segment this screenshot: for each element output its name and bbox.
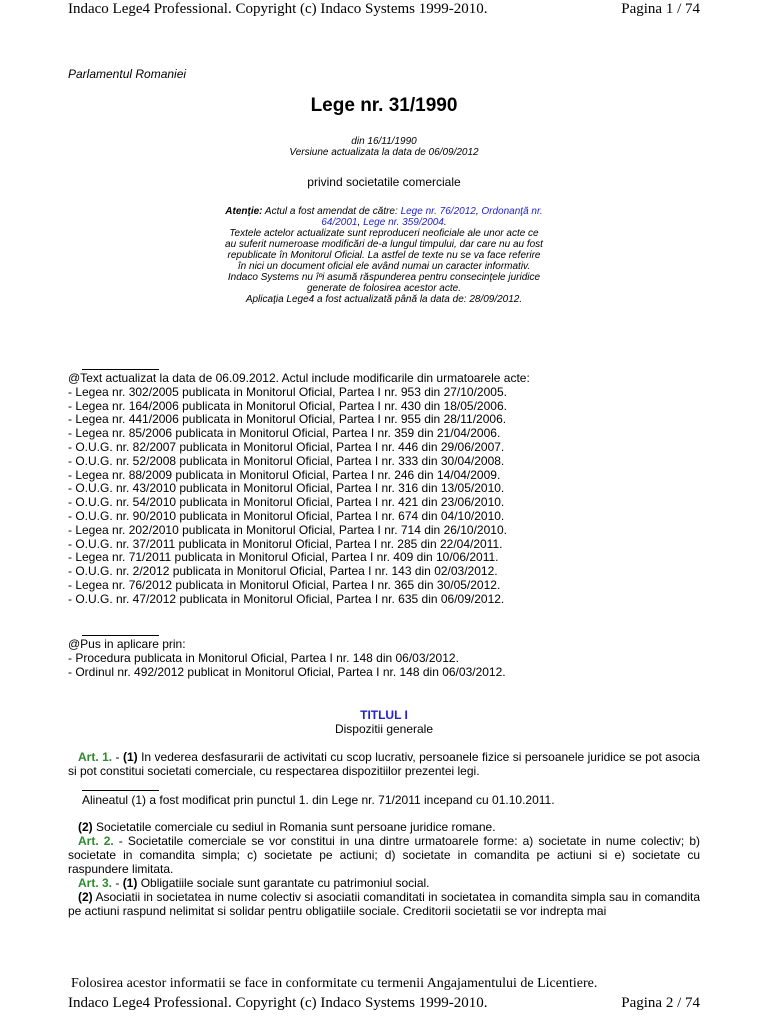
applied-item: - Procedura publicata in Monitorul Oficial, Partea I nr. 148 din 06/03/2012. <box>68 650 459 665</box>
amendment-item: - Legea nr. 85/2006 publicata in Monitorul Oficial, Partea I nr. 359 din 21/04/2006. <box>68 426 501 441</box>
section-title: TITLUL I <box>360 708 408 722</box>
link-ordonanta-64-2001[interactable]: Ordonanţă nr. 64/2001 <box>321 206 543 228</box>
paragraph-number: (2) <box>78 890 93 904</box>
amendment-item: - O.U.G. nr. 90/2010 publicata in Monitorul Oficial, Partea I nr. 674 din 04/10/2010. <box>68 508 505 523</box>
notice-intro: Actul a fost amendat de către: <box>262 206 401 217</box>
article-1-amendment-note: Alineatul (1) a fost modificat prin punctul 1. din Lege nr. 71/2011 incepand cu 01.10.2011. <box>82 793 555 807</box>
document-title: Lege nr. 31/1990 <box>310 95 458 116</box>
notice-label: Atenţie: <box>225 206 263 217</box>
applied-item: - Ordinul nr. 492/2012 publicat in Monitorul Oficial, Partea I nr. 148 din 06/03/2012. <box>68 664 506 679</box>
paragraph-text: In vederea desfasurarii de activitati cu scop lucrativ, persoanele fizice si persoanele juridice se pot asocia si pot constitui societati comerciale, cu respectarea dispozitiilor prezentei legi. <box>68 750 700 778</box>
license-footer: Folosirea acestor informatii se face in conformitate cu termenii Angajamentului de Licentiere. <box>71 976 598 991</box>
article-1-paragraph-1 <box>68 750 700 778</box>
page-footer-page-number: Pagina 2 / 74 <box>621 995 700 1011</box>
amendment-item: - O.U.G. nr. 47/2012 publicata in Monitorul Oficial, Partea I nr. 635 din 06/09/2012. <box>68 591 505 606</box>
paragraph-text: - Societatile comerciale se vor constitui in una dintre urmatoarele forme: a) societate in nume colectiv; b) societate in comandita simpla; c) societate pe actiuni; d) societate in comandita pe actiuni si e) societate cu raspundere limitata. <box>68 834 700 876</box>
article-1-paragraph-2 <box>68 820 700 834</box>
article-2 <box>68 834 700 876</box>
amendment-item: - O.U.G. nr. 82/2007 publicata in Monitorul Oficial, Partea I nr. 446 din 29/06/2007. <box>68 439 505 454</box>
article-dash: - <box>112 876 123 890</box>
document-subject: privind societatile comerciale <box>307 175 461 189</box>
paragraph-text: Asociatii in societatea in nume colectiv si asociatii comanditati in societatea in comandita simpla sau in comandita pe actiuni raspund nelimitat si solidar pentru obligatiile sociale. Creditorii societatii se vor indrepta mai <box>68 890 700 918</box>
section-subtitle: Dispozitii generale <box>334 722 434 736</box>
article-dash: - <box>112 750 123 764</box>
notice-amendments <box>224 206 544 228</box>
document-version: Versiune actualizata la data de 06/09/2012 <box>289 147 479 158</box>
article-label: Art. 2. <box>78 834 114 848</box>
page-header-page-number: Pagina 1 / 74 <box>621 1 700 17</box>
notice-end: . <box>443 217 447 228</box>
article-3-paragraph-2 <box>68 890 700 918</box>
amendments-block <box>68 372 530 607</box>
link-lege-76-2012[interactable]: Lege nr. 76/2012 <box>400 206 476 217</box>
applied-block <box>68 638 506 679</box>
amendment-item: - Legea nr. 202/2010 publicata in Monitorul Oficial, Partea I nr. 714 din 26/10/2010. <box>68 522 507 537</box>
amendment-item: - Legea nr. 76/2012 publicata in Monitorul Oficial, Partea I nr. 365 din 30/05/2012. <box>68 577 501 592</box>
amendment-item: - O.U.G. nr. 43/2010 publicata in Monitorul Oficial, Partea I nr. 316 din 13/05/2010. <box>68 481 505 496</box>
paragraph-text: Societatile comerciale cu sediul in Romania sunt persoane juridice romane. <box>92 820 496 834</box>
amendment-item: - Legea nr. 164/2006 publicata in Monitorul Oficial, Partea I nr. 430 din 18/05/2006. <box>68 398 507 413</box>
amendment-item: - O.U.G. nr. 2/2012 publicata in Monitorul Oficial, Partea I nr. 143 din 02/03/2012. <box>68 564 498 579</box>
separator-line <box>82 369 159 370</box>
paragraph-text: Obligatiile sociale sunt garantate cu patrimoniul social. <box>137 876 430 890</box>
amendment-item: - Legea nr. 88/2009 publicata in Monitorul Oficial, Partea I nr. 246 din 14/04/2009. <box>68 467 501 482</box>
article-label: Art. 1. <box>78 750 113 764</box>
notice-sep: , <box>475 206 482 217</box>
notice-box <box>224 206 544 305</box>
applied-heading: @Pus in aplicare prin: <box>68 637 186 651</box>
page-footer-copyright: Indaco Lege4 Professional. Copyright (c) Indaco Systems 1999-2010. <box>68 995 488 1011</box>
amendment-item: - O.U.G. nr. 52/2008 publicata in Monitorul Oficial, Partea I nr. 333 din 30/04/2008. <box>68 453 505 468</box>
amendment-item: - Legea nr. 441/2006 publicata in Monitorul Oficial, Partea I nr. 955 din 28/11/2006. <box>68 412 507 427</box>
link-lege-359-2004[interactable]: Lege nr. 359/2004 <box>363 217 444 228</box>
amendment-item: - Legea nr. 71/2011 publicata in Monitorul Oficial, Partea I nr. 409 din 10/06/2011. <box>68 550 499 565</box>
separator-line <box>82 790 159 791</box>
issuer: Parlamentul Romaniei <box>68 67 187 81</box>
article-3-paragraph-1 <box>68 876 700 890</box>
paragraph-number: (2) <box>78 820 93 834</box>
paragraph-number: (1) <box>122 876 138 890</box>
article-label: Art. 3. <box>78 876 113 890</box>
amendments-heading: @Text actualizat la data de 06.09.2012. Actul include modificarile din urmatoarele acte: <box>68 371 530 385</box>
page-header-copyright: Indaco Lege4 Professional. Copyright (c) Indaco Systems 1999-2010. <box>68 1 488 17</box>
separator-line <box>82 635 159 636</box>
amendment-item: - O.U.G. nr. 54/2010 publicata in Monitorul Oficial, Partea I nr. 421 din 23/06/2010. <box>68 495 505 510</box>
notice-body: Textele actelor actualizate sunt reproduceri neoficiale ale unor acte ce au suferit numeroase modificări de-a lungul timpului, dar care nu au fost republicate în Monitorul Oficial. La astfel de texte nu se va face referire în nici un document oficial ele având numai un caracter informativ. Indaco Systems nu îºi asumă răspunderea pentru consecinţele juridice generate de folosirea acestor acte. <box>225 228 543 294</box>
notice-sep: , <box>357 217 364 228</box>
amendment-item: - O.U.G. nr. 37/2011 publicata in Monitorul Oficial, Partea I nr. 285 din 22/04/2011. <box>68 536 503 551</box>
document-date: din 16/11/1990 <box>351 136 417 147</box>
paragraph-number: (1) <box>122 750 138 764</box>
amendment-item: - Legea nr. 302/2005 publicata in Monitorul Oficial, Partea I nr. 953 din 27/10/2005. <box>68 384 507 399</box>
notice-updated: Aplicaţia Lege4 a fost actualizată până la data de: 28/09/2012. <box>245 294 523 305</box>
